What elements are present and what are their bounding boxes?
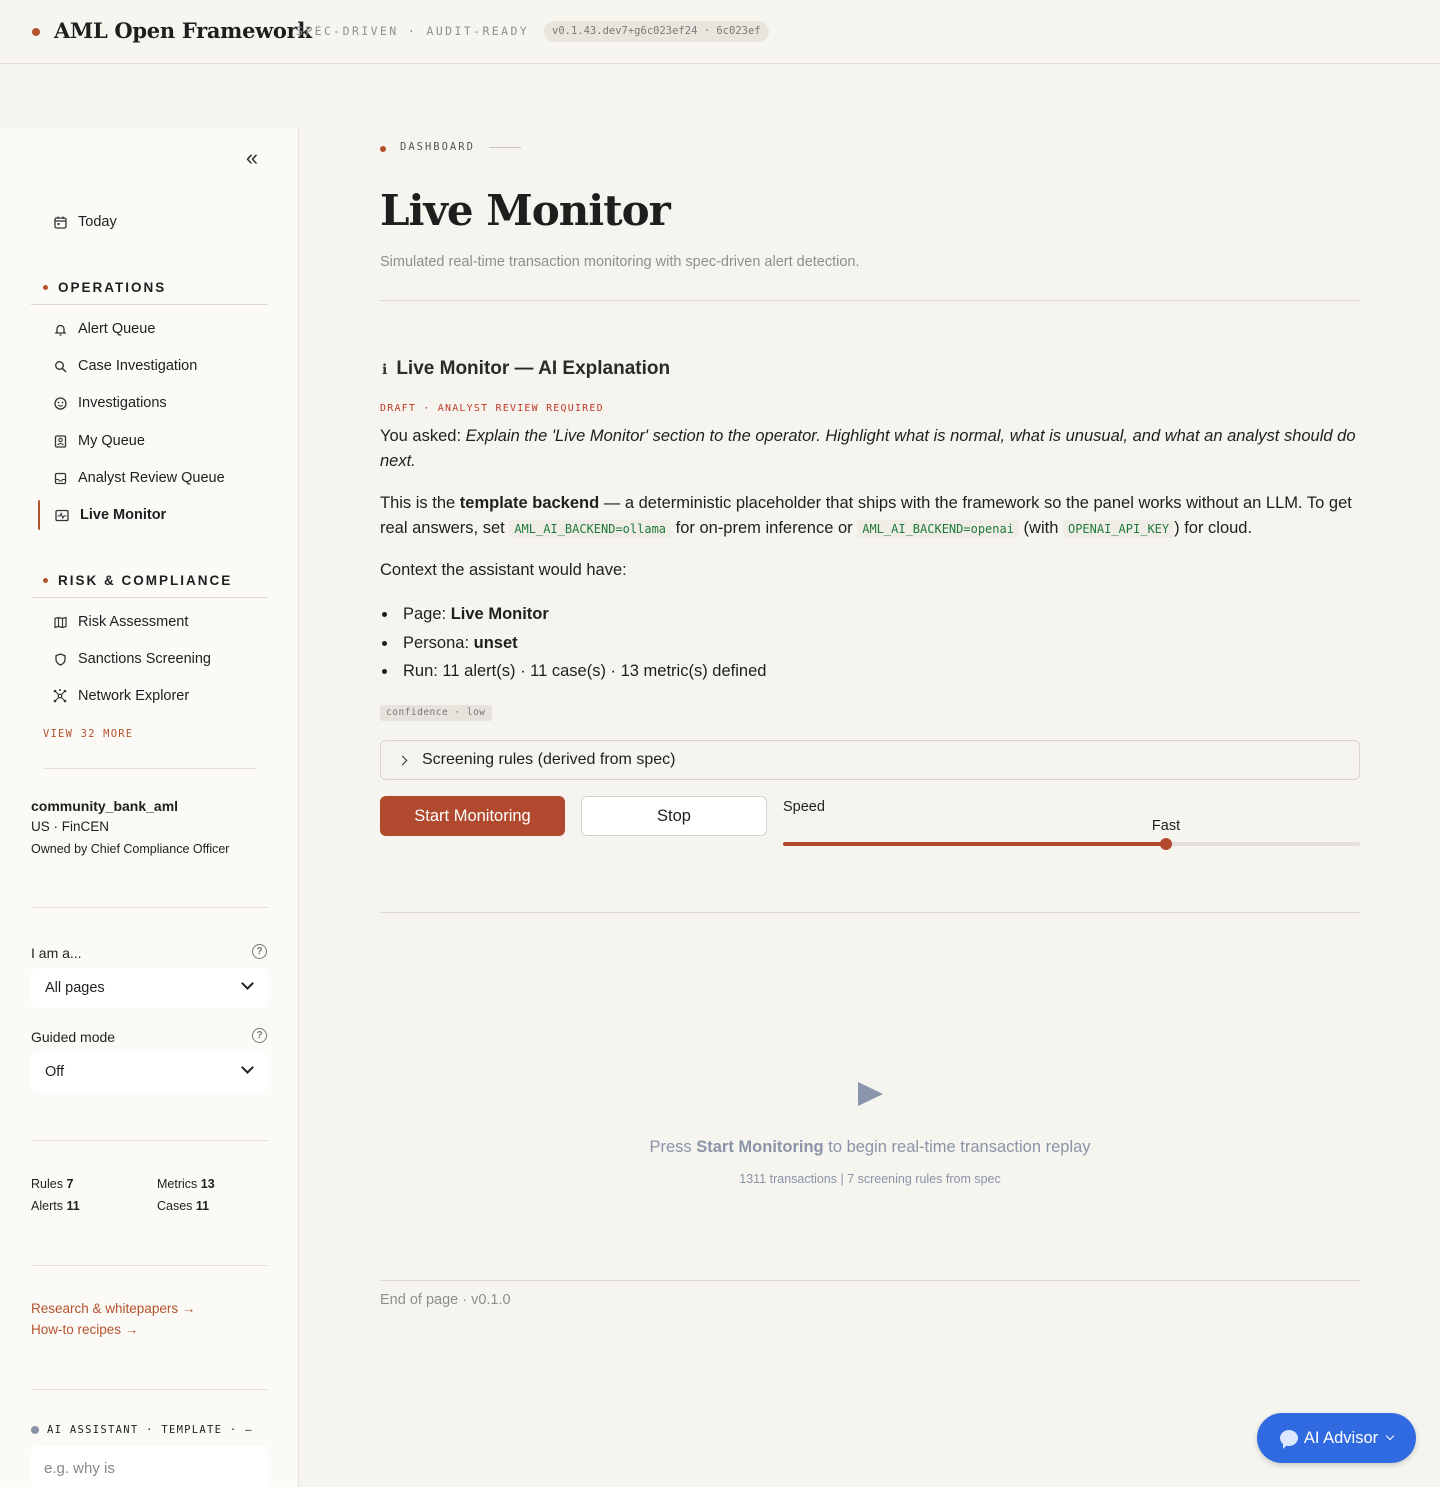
guided-mode-label: Guided mode: [31, 1029, 116, 1045]
brand-dot: [32, 28, 40, 36]
speed-label: Speed: [783, 799, 825, 815]
recipes-link[interactable]: How-to recipes →: [31, 1322, 139, 1337]
sidebar-item-sanctions-screening[interactable]: [38, 644, 268, 674]
sidebar-item-label: Live Monitor: [80, 507, 167, 523]
section-risk-compliance: [31, 564, 268, 598]
search-icon: [52, 358, 68, 374]
divider: [31, 1140, 268, 1141]
explanation-title: [380, 358, 670, 380]
divider: [380, 912, 1360, 913]
breadcrumb: DASHBOARD: [400, 141, 475, 153]
list-item: Run: 11 alert(s) · 11 case(s) · 13 metric(s) defined: [380, 657, 1280, 686]
sidebar-item-live-monitor[interactable]: [38, 500, 268, 530]
double-chevron-left-icon: «: [245, 145, 259, 170]
sidebar-item-my-queue[interactable]: [38, 426, 268, 456]
ai-advisor-button[interactable]: [1257, 1413, 1416, 1463]
monitor-icon: [54, 507, 70, 523]
tagline: SPEC-DRIVEN · AUDIT-READY: [296, 24, 530, 38]
chevron-down-icon: [241, 1061, 254, 1074]
code-openai: AML_AI_BACKEND=openai: [857, 520, 1019, 538]
chevron-right-icon: [398, 755, 408, 765]
stop-button[interactable]: Stop: [581, 796, 767, 836]
list-item: Persona: unset: [380, 629, 1280, 658]
chat-bubble-icon: [1280, 1430, 1298, 1446]
sidebar-item-label: Case Investigation: [78, 358, 198, 374]
sidebar-item-label: Analyst Review Queue: [78, 470, 225, 486]
ai-assistant-input[interactable]: [31, 1446, 268, 1487]
bell-icon: [52, 321, 68, 337]
backend-paragraph: This is the template backend — a deterministic placeholder that ships with the framework so the panel works without an LLM. To get real answers, set AML_AI_BACKEND=ollama for on-prem inference or AML_AI_BACKEND=openai (with OPENAI_API_KEY ) for cloud.: [380, 494, 1352, 537]
info-icon: ℹ: [382, 360, 388, 377]
collapse-sidebar-button[interactable]: [236, 144, 268, 172]
shield-icon: [52, 651, 68, 667]
page-title: Live Monitor: [380, 186, 670, 235]
guided-mode-select[interactable]: [31, 1052, 268, 1092]
list-item: Page: Live Monitor: [380, 600, 1280, 629]
page-subtitle: Simulated real-time transaction monitoring with spec-driven alert detection.: [380, 254, 860, 270]
ai-assistant-status: [31, 1424, 253, 1436]
chevron-down-icon: [241, 977, 254, 990]
guided-mode-select-value: Off: [45, 1064, 65, 1080]
speed-value: Fast: [1151, 818, 1181, 834]
code-ollama: AML_AI_BACKEND=ollama: [509, 520, 671, 538]
section-operations: [31, 271, 268, 305]
speed-slider-fill: [783, 842, 1166, 846]
status-dot: [31, 1426, 39, 1434]
speed-slider[interactable]: [783, 842, 1360, 846]
sidebar-item-label: Today: [78, 214, 117, 230]
chevron-down-icon: [1386, 1432, 1394, 1440]
sidebar-item-alert-queue[interactable]: [38, 314, 268, 344]
footer-note: End of page · v0.1.0: [380, 1292, 511, 1308]
sidebar-item-investigations[interactable]: [38, 388, 268, 418]
help-icon[interactable]: ?: [252, 944, 267, 959]
asked-paragraph: You asked: Explain the 'Live Monitor' section to the operator. Highlight what is normal, what is unusual, and what an analyst should do next.: [380, 427, 1356, 470]
org-regulator: US · FinCEN: [31, 819, 110, 834]
brand-title[interactable]: AML Open Framework: [54, 18, 312, 43]
sidebar-item-label: Risk Assessment: [78, 614, 189, 630]
org-name: community_bank_aml: [31, 798, 179, 814]
persona-select-value: All pages: [45, 980, 105, 996]
divider: [380, 300, 1360, 301]
face-icon: [52, 395, 68, 411]
sidebar-item-today[interactable]: [38, 207, 268, 237]
sidebar-item-label: Investigations: [78, 395, 167, 411]
stat-rules: Rules 7: [31, 1177, 74, 1191]
divider: [31, 1265, 268, 1266]
persona-label: I am a...: [31, 945, 82, 961]
sidebar-item-case-investigation[interactable]: [38, 351, 268, 381]
divider: [380, 1280, 1360, 1281]
research-link[interactable]: Research & whitepapers →: [31, 1301, 196, 1316]
divider: [31, 1389, 268, 1390]
divider: [31, 907, 268, 908]
sidebar-item-label: Sanctions Screening: [78, 651, 211, 667]
stat-alerts: Alerts 11: [31, 1199, 80, 1213]
context-list: [380, 600, 1280, 686]
breadcrumb-line: [489, 147, 521, 148]
context-intro: Context the assistant would have:: [380, 561, 627, 579]
speed-slider-thumb[interactable]: [1160, 838, 1172, 850]
confidence-badge: confidence · low: [380, 705, 492, 721]
version-badge: v0.1.43.dev7+g6c023ef24 · 6c023ef: [544, 21, 769, 42]
code-api-key: OPENAI_API_KEY: [1063, 520, 1174, 538]
persona-select[interactable]: [31, 968, 268, 1008]
sidebar-item-label: My Queue: [78, 433, 145, 449]
start-monitoring-button[interactable]: Start Monitoring: [380, 796, 565, 836]
draft-label: DRAFT · ANALYST REVIEW REQUIRED: [380, 403, 604, 414]
calendar-icon: [52, 214, 68, 230]
sidebar: [0, 128, 299, 1487]
section-title: RISK & COMPLIANCE: [58, 573, 233, 588]
inbox-icon: [52, 470, 68, 486]
sidebar-item-risk-assessment[interactable]: [38, 607, 268, 637]
stat-cases: Cases 11: [157, 1199, 210, 1213]
help-icon[interactable]: ?: [252, 1028, 267, 1043]
breadcrumb-dot: [380, 146, 386, 152]
play-icon: [858, 1082, 883, 1106]
explanation-title-text: Live Monitor — AI Explanation: [396, 358, 671, 379]
sidebar-item-network-explorer[interactable]: [38, 681, 268, 711]
sidebar-item-label: Alert Queue: [78, 321, 156, 337]
expander-label: Screening rules (derived from spec): [422, 751, 676, 768]
sidebar-item-analyst-review-queue[interactable]: [38, 463, 268, 493]
stat-metrics: Metrics 13: [157, 1177, 215, 1191]
section-dot: [43, 578, 48, 583]
ai-assistant-status-text: AI ASSISTANT · TEMPLATE · —: [47, 1424, 253, 1436]
view-more-link[interactable]: VIEW 32 MORE: [43, 728, 134, 740]
section-title: OPERATIONS: [58, 280, 167, 295]
empty-state-message: Press Start Monitoring to begin real-time transaction replay: [649, 1138, 1091, 1156]
screening-rules-expander[interactable]: [380, 740, 1360, 780]
section-dot: [43, 285, 48, 290]
person-badge-icon: [52, 433, 68, 449]
top-bar: [0, 0, 1440, 64]
org-owner: Owned by Chief Compliance Officer: [31, 842, 230, 856]
network-icon: [52, 688, 68, 704]
map-icon: [52, 614, 68, 630]
sidebar-item-label: Network Explorer: [78, 688, 190, 704]
empty-state-subtext: 1311 transactions | 7 screening rules from spec: [739, 1172, 1001, 1186]
ai-advisor-label: AI Advisor: [1303, 1428, 1379, 1447]
divider: [43, 768, 256, 769]
